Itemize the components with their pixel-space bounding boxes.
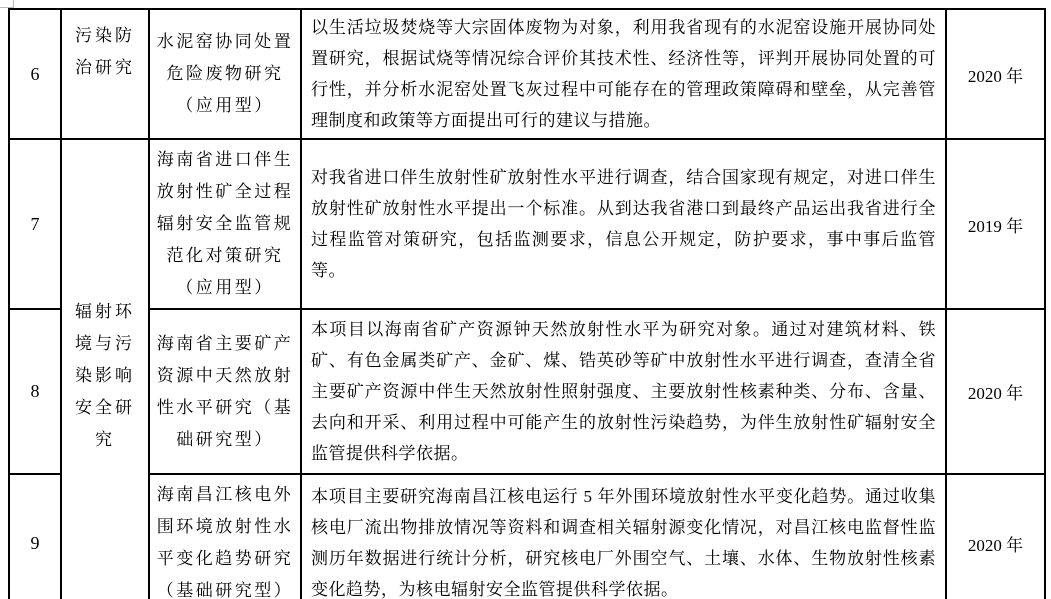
- research-projects-table: [8, 8, 1046, 599]
- year-cell: 2019 年: [946, 139, 1045, 309]
- table-row: [9, 9, 1045, 139]
- description-cell: 本项目主要研究海南昌江核电运行 5 年外围环境放射性水平变化趋势。通过收集核电厂流出物排放情况等资料和调查相关辐射源变化情况，对昌江核电监督性监测历年数据进行统计分析，研究核电厂外围空气、土壤、水体、生物放射性核素变化趋势，为核电辐射安全监管提供科学依据。: [301, 474, 946, 599]
- description-cell: 本项目以海南省矿产资源钟天然放射性水平为研究对象。通过对建筑材料、铁矿、有色金属类矿产、金矿、煤、锆英砂等矿中放射性水平进行调查，查清全省主要矿产资源中伴生天然放射性照射强度、主要放射性核素种类、分布、含量、去向和开采、利用过程中可能产生的放射性污染趋势，为伴生放射性矿辐射安全监管提供科学依据。: [301, 309, 946, 474]
- project-title-cell: 海南昌江核电外围环境放射性水平变化趋势研究（基础研究型）: [149, 474, 301, 599]
- year-cell: 2020 年: [946, 309, 1045, 474]
- description-cell: 对我省进口伴生放射性矿放射性水平进行调查，结合国家现有规定，对进口伴生放射性矿放射性水平提出一个标准。从到达我省港口到最终产品运出我省进行全过程监管对策研究，包括监测要求，信息公开规定，防护要求，事中事后监管等。: [301, 139, 946, 309]
- year-cell: 2020 年: [946, 474, 1045, 599]
- project-title-cell: 海南省主要矿产资源中天然放射性水平研究（基础研究型）: [149, 309, 301, 474]
- year-cell: 2020 年: [946, 9, 1045, 139]
- row-number-cell: 6: [9, 9, 61, 139]
- project-title-cell: 海南省进口伴生放射性矿全过程辐射安全监管规范化对策研究（应用型）: [149, 139, 301, 309]
- description-cell: 以生活垃圾焚烧等大宗固体废物为对象，利用我省现有的水泥窑设施开展协同处置研究，根据试烧等情况综合评价其技术性、经济性等，评判开展协同处置的可行性，并分析水泥窑处置飞灰过程中可能存在的管理政策障碍和壁垒，从完善管理制度和政策等方面提出可行的建议与措施。: [301, 9, 946, 139]
- table-row: [9, 139, 1045, 309]
- row-number-cell: 9: [9, 474, 61, 599]
- project-title-cell: 水泥窑协同处置危险废物研究（应用型）: [149, 9, 301, 139]
- table-row: [9, 474, 1045, 599]
- category-cell: 污染防治研究: [61, 9, 149, 139]
- row-number-cell: 7: [9, 139, 61, 309]
- category-cell-merged: 辐射环境与污染影响安全研究: [61, 139, 149, 599]
- table-row: [9, 309, 1045, 474]
- row-number-cell: 8: [9, 309, 61, 474]
